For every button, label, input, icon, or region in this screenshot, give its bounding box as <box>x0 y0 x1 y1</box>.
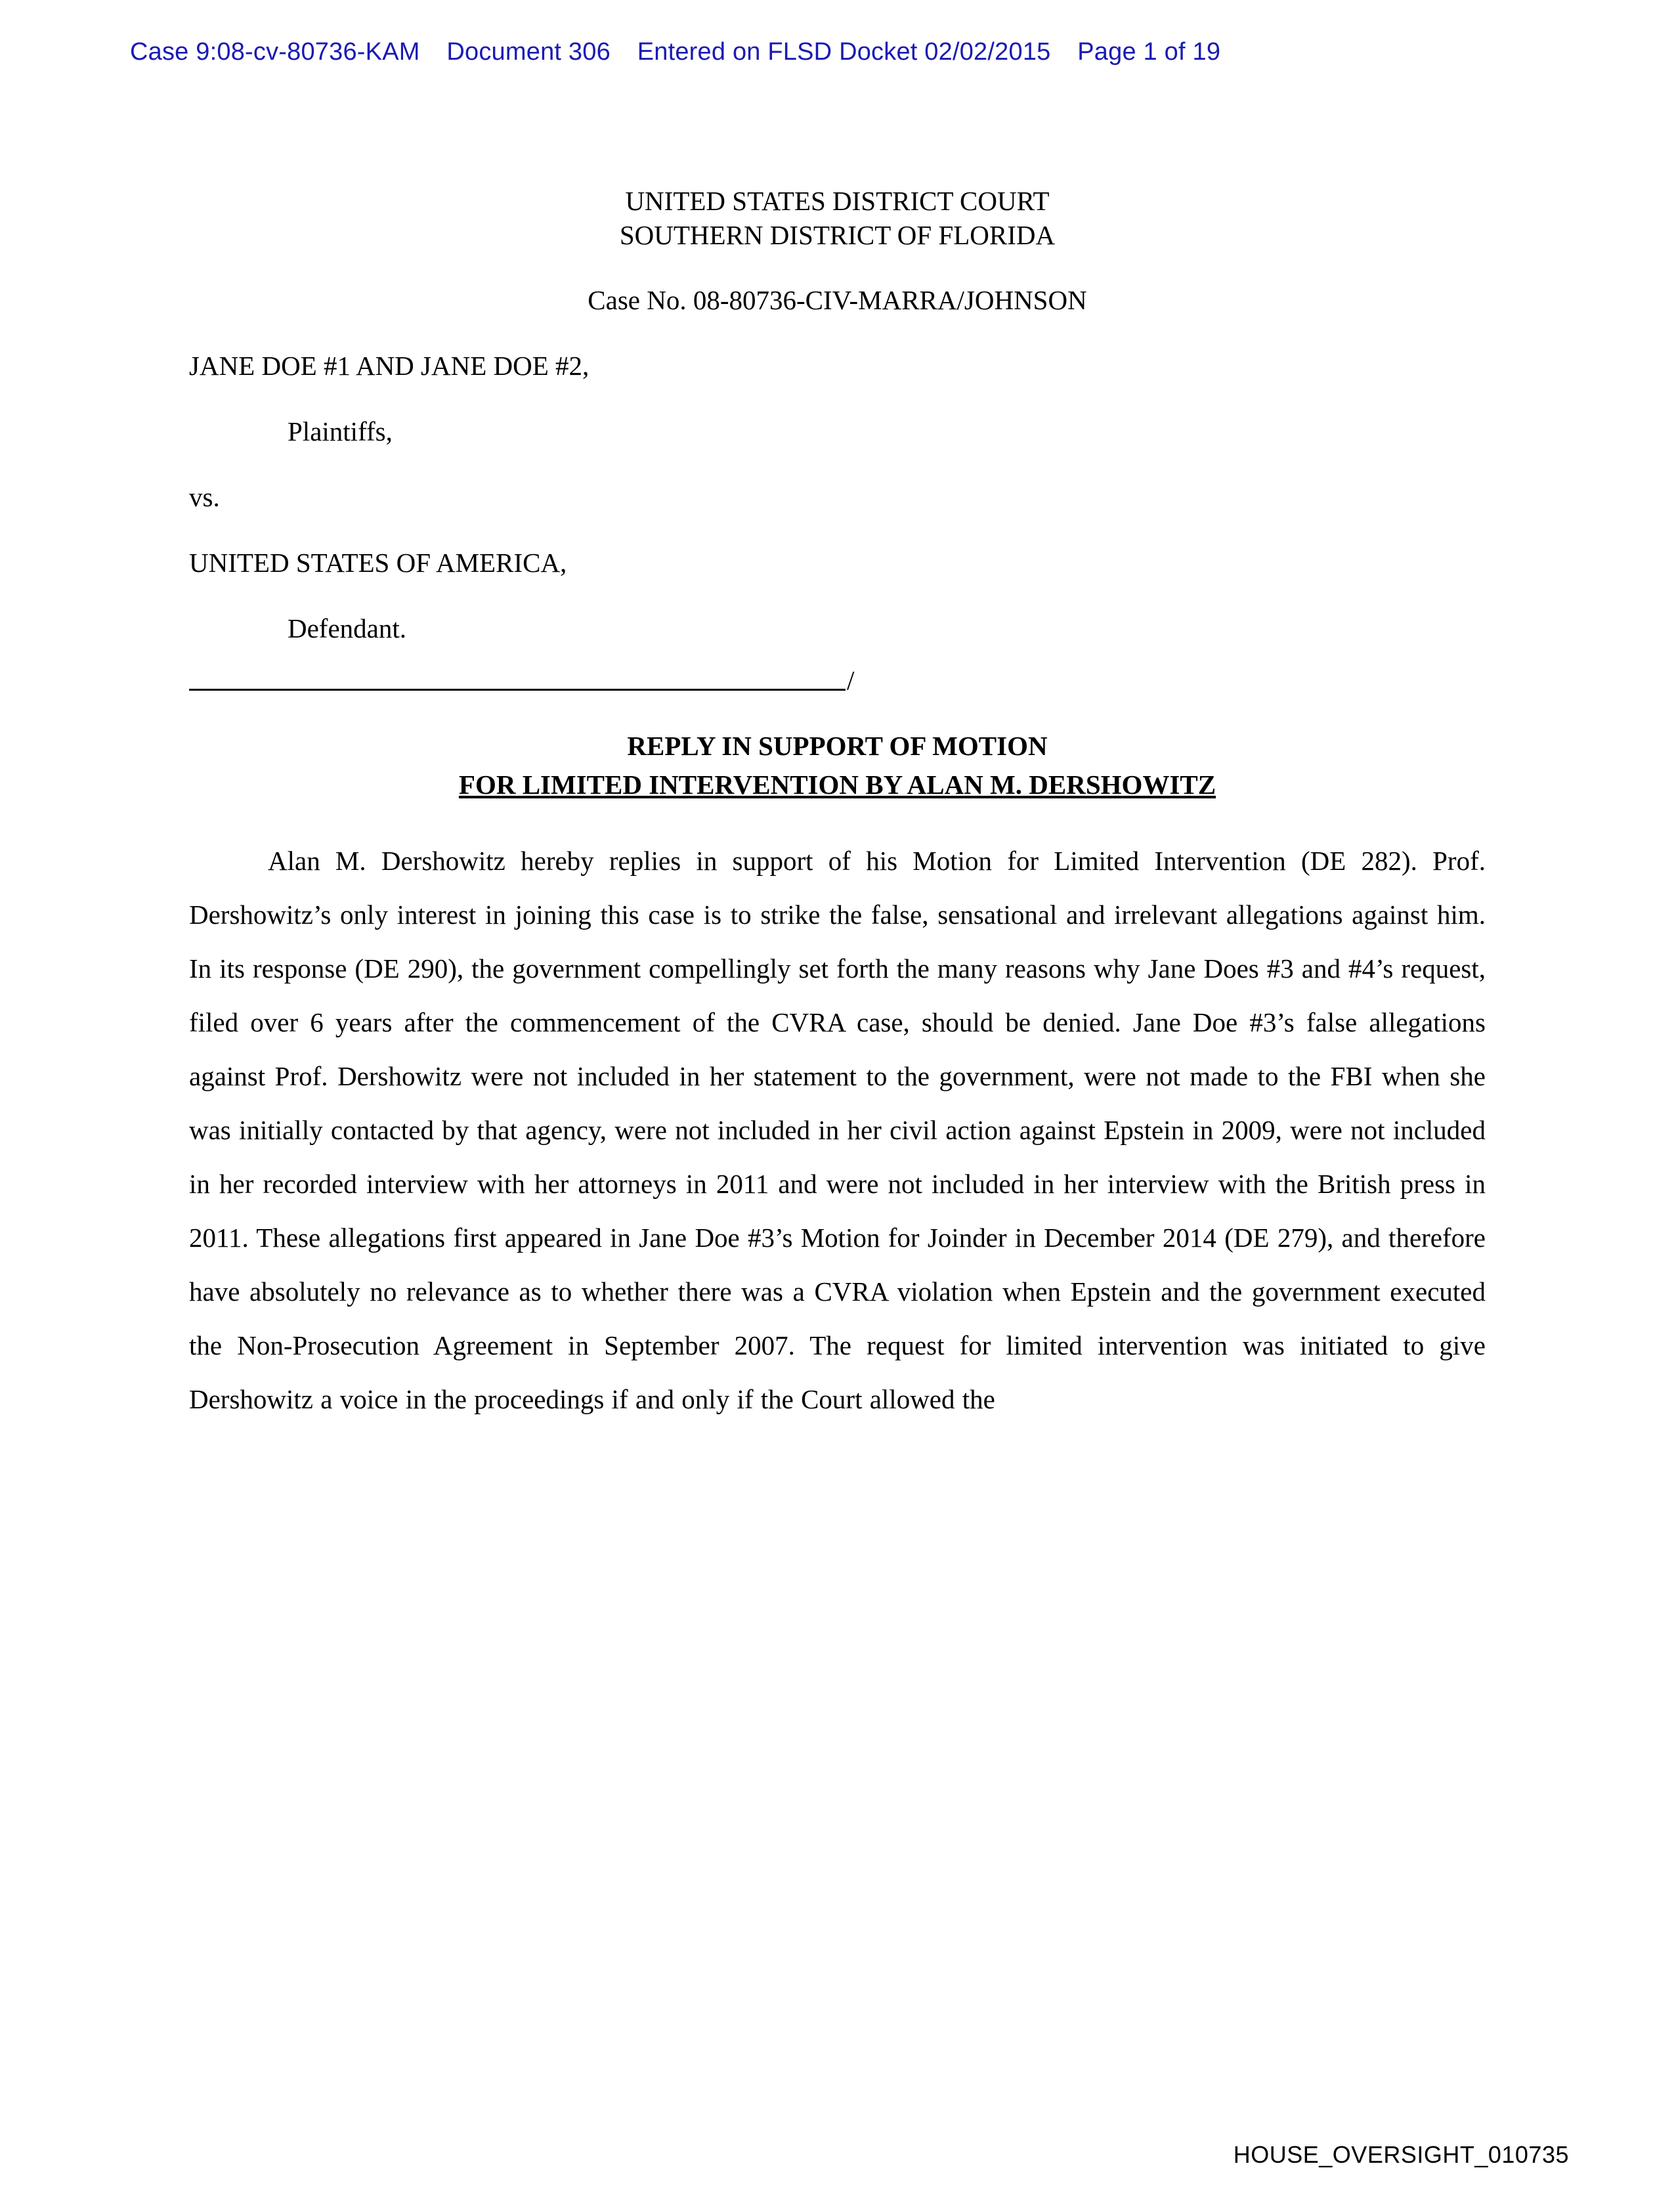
caption-rule-slash: / <box>847 664 855 695</box>
defendant-label: Defendant. <box>288 613 406 643</box>
defendant-name: UNITED STATES OF AMERICA, <box>189 547 567 578</box>
court-name-line1: UNITED STATES DISTRICT COURT <box>625 186 1050 216</box>
page-title-line2: FOR LIMITED INTERVENTION BY ALAN M. DERSHOWITZ <box>458 770 1216 800</box>
caption-rule-line <box>189 669 846 691</box>
docket-header <box>130 38 1569 66</box>
plaintiff-label: Plaintiffs, <box>288 416 393 446</box>
case-number-line: Case No. 08-80736-CIV-MARRA/JOHNSON <box>588 284 1087 315</box>
document-body <box>189 184 1486 1426</box>
court-name-line2: SOUTHERN DISTRICT OF FLORIDA <box>619 220 1056 251</box>
page-title-line1: REPLY IN SUPPORT OF MOTION <box>627 730 1048 761</box>
court-heading <box>189 184 1486 253</box>
docket-document-number: Document 306 <box>446 38 611 66</box>
docket-case-number: Case 9:08-cv-80736-KAM <box>130 38 420 66</box>
plaintiff-names: JANE DOE #1 AND JANE DOE #2, <box>189 350 590 381</box>
docket-entered-date: Entered on FLSD Docket 02/02/2015 <box>637 38 1051 66</box>
body-paragraph-1: Alan M. Dershowitz hereby replies in support of his Motion for Limited Intervention (DE 282). Prof. Dershowitz’s only interest in joining this case is to strike the false, sensational and irrelevant allegations against him. In its response (DE 290), the government compellingly set forth the many reasons why Jane Does #3 and #4’s request, filed over 6 years after the commencement of the CVRA case, should be denied. Jane Doe #3’s false allegations against Prof. Dershowitz were not included in her statement to the government, were not made to the FBI when she was initially contacted by that agency, were not included in her civil action against Epstein in 2009, were not included in her recorded interview with her attorneys in 2011 and were not included in her interview with the British press in 2011. These allegations first appeared in Jane Doe #3’s Motion for Joinder in December 2014 (DE 279), and therefore have absolutely no relevance as to whether there was a CVRA violation when Epstein and the government executed the Non-Prosecution Agreement in September 2007. The request for limited intervention was initiated to give Dershowitz a voice in the proceedings if and only if the Court allowed the <box>189 845 1486 1414</box>
bates-number: HOUSE_OVERSIGHT_010735 <box>1233 2141 1569 2168</box>
page-title <box>189 727 1486 805</box>
caption-rule <box>189 661 1486 693</box>
versus-label: vs. <box>189 481 220 512</box>
docket-page-number: Page 1 of 19 <box>1077 38 1221 66</box>
